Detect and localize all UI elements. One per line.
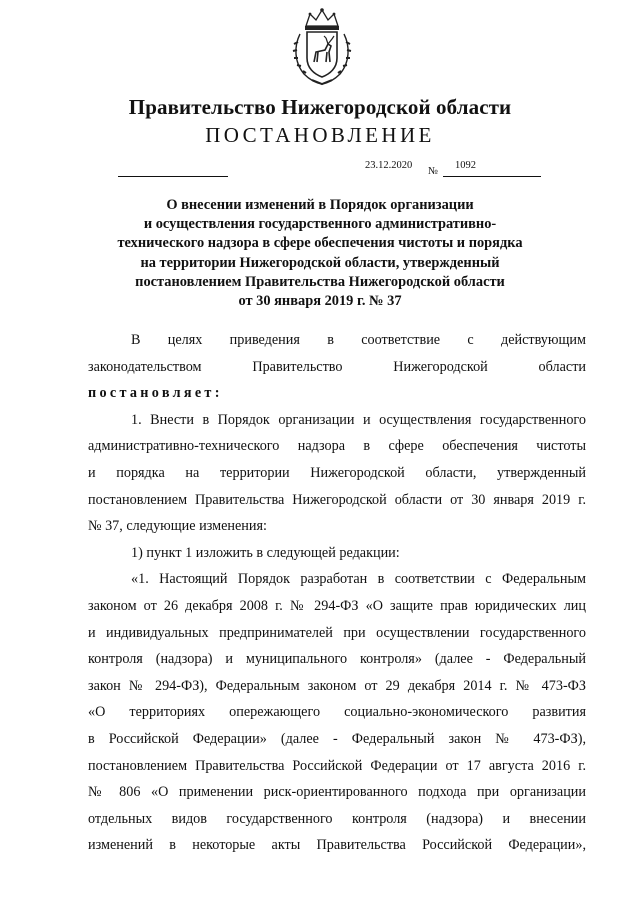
body-line: изменений в некоторые акты Правительства Российской Федерации», <box>88 837 586 854</box>
document-heading <box>60 196 580 311</box>
heading-line: и осуществления государственного административно- <box>143 216 497 233</box>
body-line: отдельных видов государственного контроля (надзора) и внесении <box>88 810 586 827</box>
number-sign: № <box>428 166 439 177</box>
signature-underline <box>118 176 228 177</box>
body-line: законодательством Правительство Нижегородской области <box>88 358 586 375</box>
body-line: № 806 «О применении риск-ориентированного подхода при организации <box>88 784 586 801</box>
body-line: В целях приведения в соответствие с действующим <box>131 332 586 348</box>
heading-line: постановлением Правительства Нижегородской области <box>135 273 505 290</box>
body-line: постановлением Правительства Российской Федерации от 17 августа 2016 г. <box>88 757 586 774</box>
document-body <box>88 327 586 859</box>
body-line: № 37, следующие изменения: <box>88 518 267 535</box>
body-line: контроля (надзора) и муниципального контроля» (далее - Федеральный <box>88 651 586 668</box>
body-line: 1. Внести в Порядок организации и осуществления государственного <box>131 411 586 428</box>
heading-line: на территории Нижегородской области, утвержденный <box>140 254 500 271</box>
coat-of-arms-icon <box>292 6 352 86</box>
heading-line: О внесении изменений в Порядок организации <box>166 197 474 213</box>
body-line: «1. Настоящий Порядок разработан в соответствии с Федеральным <box>131 571 586 588</box>
number-underline <box>443 176 541 177</box>
heading-line: от 30 января 2019 г. № 37 <box>238 293 402 310</box>
body-line: законом от 26 декабря 2008 г. № 294-ФЗ «О защите прав юридических лиц <box>88 597 586 614</box>
body-line: «О территориях опережающего социально-экономического развития <box>88 704 586 721</box>
body-line: закон № 294-ФЗ), Федеральным законом от 29 декабря 2014 г. № 473-ФЗ <box>88 677 586 694</box>
body-line: 1) пункт 1 изложить в следующей редакции: <box>131 544 400 561</box>
registration-number: 1092 <box>455 160 476 171</box>
heading-line: технического надзора в сфере обеспечения чистоты и порядка <box>117 235 523 252</box>
registration-date: 23.12.2020 <box>365 160 413 171</box>
body-line: и порядка на территории Нижегородской области, утвержденный <box>88 464 586 481</box>
body-line: и индивидуальных предпринимателей при осуществлении государственного <box>88 624 586 641</box>
body-line: административно-технического надзора в сфере обеспечения чистоты <box>88 438 586 455</box>
body-line: постановлением Правительства Нижегородской области от 30 января 2019 г. <box>88 491 586 508</box>
government-title: Правительство Нижегородской области <box>128 95 512 119</box>
document-type: ПОСТАНОВЛЕНИЕ <box>205 123 435 147</box>
body-line: в Российской Федерации» (далее - Федеральный закон № 473-ФЗ), <box>88 730 586 747</box>
resolves-word: постановляет: <box>88 385 223 402</box>
